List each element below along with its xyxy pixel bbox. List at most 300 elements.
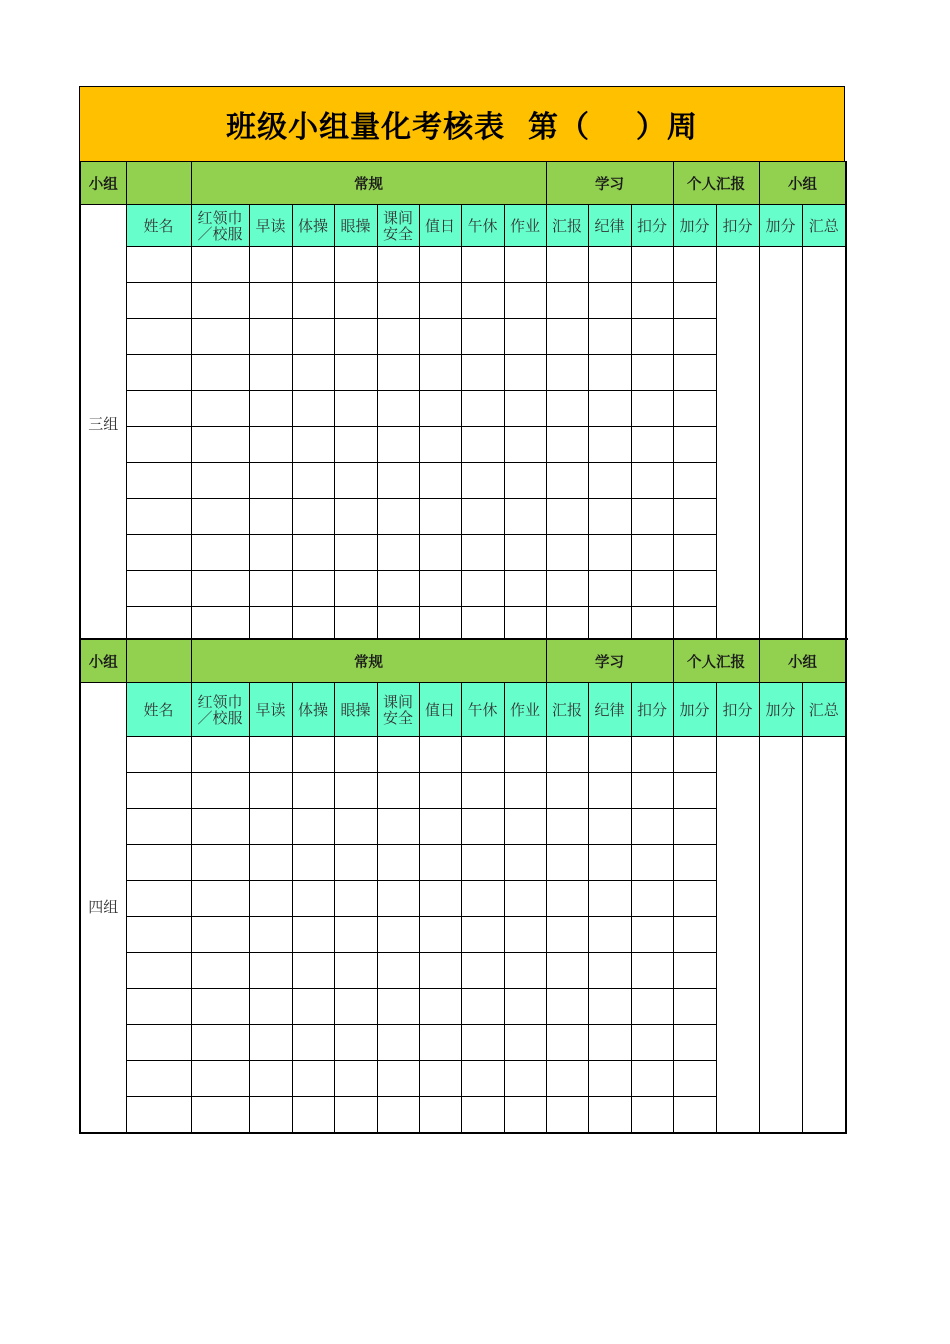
score-cell[interactable] [631, 427, 673, 463]
score-cell[interactable] [377, 1025, 419, 1061]
score-cell[interactable] [334, 391, 377, 427]
score-cell[interactable] [546, 427, 588, 463]
score-cell[interactable] [546, 247, 588, 283]
score-cell[interactable] [191, 391, 249, 427]
score-cell[interactable] [126, 989, 191, 1025]
score-cell[interactable] [419, 809, 461, 845]
score-cell[interactable] [673, 283, 716, 319]
score-cell[interactable] [334, 989, 377, 1025]
score-cell[interactable] [673, 499, 716, 535]
score-cell[interactable] [546, 773, 588, 809]
score-cell[interactable] [334, 427, 377, 463]
score-cell[interactable] [504, 391, 546, 427]
score-cell[interactable] [292, 1025, 334, 1061]
score-cell[interactable] [292, 355, 334, 391]
score-cell[interactable] [504, 463, 546, 499]
score-cell[interactable] [504, 881, 546, 917]
score-cell[interactable] [191, 247, 249, 283]
score-cell[interactable] [419, 319, 461, 355]
score-cell[interactable] [546, 391, 588, 427]
score-cell[interactable] [673, 463, 716, 499]
score-cell[interactable] [126, 355, 191, 391]
score-cell[interactable] [249, 1061, 292, 1097]
score-cell[interactable] [673, 953, 716, 989]
score-cell[interactable] [377, 881, 419, 917]
score-cell[interactable] [377, 535, 419, 571]
score-cell[interactable] [126, 1097, 191, 1133]
group-name-cell: 三组 [80, 205, 126, 643]
score-cell[interactable] [588, 1025, 631, 1061]
score-cell[interactable] [419, 247, 461, 283]
score-cell[interactable] [546, 319, 588, 355]
score-cell[interactable] [631, 1061, 673, 1097]
score-cell[interactable] [588, 989, 631, 1025]
score-cell[interactable] [631, 1097, 673, 1133]
score-cell[interactable] [191, 1097, 249, 1133]
score-cell[interactable] [588, 1061, 631, 1097]
score-cell[interactable] [126, 1061, 191, 1097]
score-cell[interactable] [461, 953, 504, 989]
score-cell[interactable] [334, 881, 377, 917]
score-cell[interactable] [249, 391, 292, 427]
score-cell[interactable] [191, 917, 249, 953]
score-cell[interactable] [334, 1097, 377, 1133]
score-cell[interactable] [249, 355, 292, 391]
score-cell[interactable] [588, 283, 631, 319]
score-cell[interactable] [419, 499, 461, 535]
score-cell[interactable] [377, 989, 419, 1025]
score-cell[interactable] [292, 773, 334, 809]
score-cell[interactable] [631, 391, 673, 427]
score-cell[interactable] [419, 391, 461, 427]
score-cell[interactable] [292, 989, 334, 1025]
score-cell[interactable] [631, 1025, 673, 1061]
score-cell[interactable] [504, 1097, 546, 1133]
score-cell[interactable] [631, 881, 673, 917]
score-cell[interactable] [504, 737, 546, 773]
score-cell[interactable] [377, 1061, 419, 1097]
score-cell[interactable] [419, 989, 461, 1025]
merged-score-cell[interactable] [759, 247, 802, 643]
column-header: 早读 [249, 205, 292, 247]
score-cell[interactable] [292, 917, 334, 953]
score-cell[interactable] [249, 571, 292, 607]
score-cell[interactable] [588, 571, 631, 607]
score-cell[interactable] [334, 953, 377, 989]
score-cell[interactable] [673, 427, 716, 463]
score-cell[interactable] [191, 571, 249, 607]
score-cell[interactable] [126, 809, 191, 845]
score-cell[interactable] [461, 319, 504, 355]
sheet-title-bar [79, 86, 845, 161]
score-cell[interactable] [631, 283, 673, 319]
score-cell[interactable] [673, 391, 716, 427]
score-cell[interactable] [249, 247, 292, 283]
merged-score-cell[interactable] [802, 247, 846, 643]
score-cell[interactable] [249, 1025, 292, 1061]
score-cell[interactable] [461, 881, 504, 917]
score-cell[interactable] [419, 881, 461, 917]
score-cell[interactable] [334, 247, 377, 283]
score-cell[interactable] [292, 737, 334, 773]
score-cell[interactable] [377, 427, 419, 463]
score-cell[interactable] [461, 571, 504, 607]
score-cell[interactable] [249, 845, 292, 881]
score-cell[interactable] [126, 1025, 191, 1061]
score-cell[interactable] [419, 427, 461, 463]
merged-score-cell[interactable] [759, 737, 802, 1133]
score-cell[interactable] [419, 1097, 461, 1133]
score-cell[interactable] [673, 1025, 716, 1061]
score-cell[interactable] [191, 881, 249, 917]
column-header: 作业 [504, 683, 546, 737]
score-cell[interactable] [588, 355, 631, 391]
score-cell[interactable] [673, 773, 716, 809]
score-cell[interactable] [631, 773, 673, 809]
score-cell[interactable] [249, 773, 292, 809]
score-cell[interactable] [377, 355, 419, 391]
score-cell[interactable] [292, 247, 334, 283]
score-cell[interactable] [126, 499, 191, 535]
score-cell[interactable] [191, 953, 249, 989]
score-cell[interactable] [249, 737, 292, 773]
score-cell[interactable] [126, 247, 191, 283]
score-cell[interactable] [588, 881, 631, 917]
score-cell[interactable] [334, 283, 377, 319]
score-cell[interactable] [191, 809, 249, 845]
score-cell[interactable] [334, 737, 377, 773]
score-cell[interactable] [588, 535, 631, 571]
score-cell[interactable] [673, 247, 716, 283]
score-cell[interactable] [631, 571, 673, 607]
score-cell[interactable] [292, 499, 334, 535]
score-cell[interactable] [546, 737, 588, 773]
score-cell[interactable] [504, 917, 546, 953]
score-cell[interactable] [546, 463, 588, 499]
score-cell[interactable] [419, 355, 461, 391]
score-cell[interactable] [631, 499, 673, 535]
score-cell[interactable] [461, 1061, 504, 1097]
score-cell[interactable] [504, 283, 546, 319]
score-cell[interactable] [334, 535, 377, 571]
score-cell[interactable] [631, 917, 673, 953]
score-cell[interactable] [292, 535, 334, 571]
score-cell[interactable] [588, 953, 631, 989]
score-cell[interactable] [191, 535, 249, 571]
group-name-cell: 四组 [80, 683, 126, 1133]
score-cell[interactable] [249, 917, 292, 953]
header-regular: 常规 [191, 639, 546, 683]
column-header: 扣分 [631, 205, 673, 247]
score-cell[interactable] [673, 989, 716, 1025]
score-cell[interactable] [461, 989, 504, 1025]
score-cell[interactable] [461, 1025, 504, 1061]
score-cell[interactable] [191, 989, 249, 1025]
score-cell[interactable] [377, 737, 419, 773]
score-cell[interactable] [334, 355, 377, 391]
score-cell[interactable] [588, 809, 631, 845]
score-cell[interactable] [249, 809, 292, 845]
score-cell[interactable] [126, 845, 191, 881]
score-cell[interactable] [673, 535, 716, 571]
score-cell[interactable] [249, 427, 292, 463]
column-header: 作业 [504, 205, 546, 247]
score-cell[interactable] [419, 953, 461, 989]
score-cell[interactable] [588, 427, 631, 463]
score-cell[interactable] [546, 1097, 588, 1133]
score-cell[interactable] [191, 355, 249, 391]
score-cell[interactable] [191, 463, 249, 499]
score-cell[interactable] [126, 773, 191, 809]
header-group-score: 小组 [759, 639, 846, 683]
score-cell[interactable] [504, 809, 546, 845]
score-cell[interactable] [334, 571, 377, 607]
score-cell[interactable] [126, 391, 191, 427]
score-cell[interactable] [461, 247, 504, 283]
score-cell[interactable] [292, 319, 334, 355]
score-cell[interactable] [504, 845, 546, 881]
score-cell[interactable] [546, 917, 588, 953]
score-cell[interactable] [673, 845, 716, 881]
score-cell[interactable] [377, 571, 419, 607]
score-cell[interactable] [126, 535, 191, 571]
score-cell[interactable] [673, 809, 716, 845]
score-cell[interactable] [504, 989, 546, 1025]
score-cell[interactable] [292, 809, 334, 845]
merged-score-cell[interactable] [802, 737, 846, 1133]
score-cell[interactable] [461, 809, 504, 845]
score-cell[interactable] [461, 1097, 504, 1133]
score-cell[interactable] [249, 881, 292, 917]
score-cell[interactable] [504, 953, 546, 989]
score-cell[interactable] [292, 953, 334, 989]
score-cell[interactable] [673, 1061, 716, 1097]
score-cell[interactable] [673, 1097, 716, 1133]
score-cell[interactable] [334, 809, 377, 845]
score-cell[interactable] [673, 737, 716, 773]
score-cell[interactable] [419, 283, 461, 319]
score-cell[interactable] [249, 953, 292, 989]
score-cell[interactable] [461, 535, 504, 571]
column-header: 纪律 [588, 683, 631, 737]
score-cell[interactable] [461, 499, 504, 535]
score-cell[interactable] [126, 319, 191, 355]
score-cell[interactable] [377, 917, 419, 953]
score-cell[interactable] [546, 845, 588, 881]
score-cell[interactable] [461, 845, 504, 881]
score-cell[interactable] [419, 845, 461, 881]
score-cell[interactable] [673, 355, 716, 391]
score-cell[interactable] [461, 773, 504, 809]
score-cell[interactable] [461, 283, 504, 319]
score-cell[interactable] [588, 845, 631, 881]
merged-score-cell[interactable] [716, 737, 759, 1133]
score-cell[interactable] [504, 773, 546, 809]
score-cell[interactable] [377, 499, 419, 535]
score-cell[interactable] [419, 773, 461, 809]
score-cell[interactable] [504, 1061, 546, 1097]
score-cell[interactable] [631, 247, 673, 283]
score-cell[interactable] [588, 917, 631, 953]
score-cell[interactable] [546, 881, 588, 917]
score-cell[interactable] [334, 1025, 377, 1061]
score-cell[interactable] [631, 463, 673, 499]
score-cell[interactable] [334, 319, 377, 355]
header-blank [126, 639, 191, 683]
score-cell[interactable] [292, 1097, 334, 1133]
score-cell[interactable] [631, 355, 673, 391]
column-header: 体操 [292, 683, 334, 737]
score-cell[interactable] [126, 881, 191, 917]
score-cell[interactable] [588, 319, 631, 355]
score-cell[interactable] [334, 845, 377, 881]
score-cell[interactable] [461, 391, 504, 427]
score-cell[interactable] [126, 737, 191, 773]
score-cell[interactable] [588, 391, 631, 427]
score-cell[interactable] [126, 917, 191, 953]
score-cell[interactable] [292, 571, 334, 607]
score-cell[interactable] [419, 571, 461, 607]
score-cell[interactable] [461, 427, 504, 463]
score-cell[interactable] [673, 319, 716, 355]
score-cell[interactable] [631, 845, 673, 881]
header-study: 学习 [546, 639, 673, 683]
score-cell[interactable] [334, 917, 377, 953]
score-cell[interactable] [292, 391, 334, 427]
score-cell[interactable] [504, 571, 546, 607]
score-cell[interactable] [673, 881, 716, 917]
score-cell[interactable] [546, 1025, 588, 1061]
score-cell[interactable] [377, 773, 419, 809]
score-cell[interactable] [461, 737, 504, 773]
score-cell[interactable] [546, 953, 588, 989]
score-cell[interactable] [419, 917, 461, 953]
score-cell[interactable] [249, 319, 292, 355]
header-study: 学习 [546, 162, 673, 205]
score-cell[interactable] [334, 463, 377, 499]
score-cell[interactable] [419, 1061, 461, 1097]
score-cell[interactable] [126, 283, 191, 319]
score-cell[interactable] [191, 499, 249, 535]
score-cell[interactable] [461, 355, 504, 391]
score-cell[interactable] [504, 427, 546, 463]
score-cell[interactable] [292, 845, 334, 881]
score-cell[interactable] [126, 463, 191, 499]
score-cell[interactable] [377, 845, 419, 881]
score-cell[interactable] [334, 1061, 377, 1097]
score-cell[interactable] [377, 463, 419, 499]
score-cell[interactable] [191, 319, 249, 355]
score-cell[interactable] [673, 571, 716, 607]
score-cell[interactable] [546, 571, 588, 607]
score-cell[interactable] [249, 499, 292, 535]
score-cell[interactable] [546, 1061, 588, 1097]
score-cell[interactable] [191, 773, 249, 809]
score-cell[interactable] [504, 499, 546, 535]
score-cell[interactable] [292, 881, 334, 917]
score-cell[interactable] [126, 953, 191, 989]
score-cell[interactable] [631, 737, 673, 773]
score-cell[interactable] [461, 463, 504, 499]
score-cell[interactable] [631, 535, 673, 571]
table-row [80, 247, 846, 283]
merged-score-cell[interactable] [716, 247, 759, 643]
score-cell[interactable] [546, 283, 588, 319]
score-cell[interactable] [191, 845, 249, 881]
score-cell[interactable] [249, 1097, 292, 1133]
score-cell[interactable] [504, 1025, 546, 1061]
column-header: 眼操 [334, 205, 377, 247]
score-cell[interactable] [334, 773, 377, 809]
column-header: 汇报 [546, 683, 588, 737]
score-cell[interactable] [377, 391, 419, 427]
score-cell[interactable] [631, 319, 673, 355]
score-cell[interactable] [377, 809, 419, 845]
score-cell[interactable] [191, 427, 249, 463]
score-cell[interactable] [249, 283, 292, 319]
score-cell[interactable] [191, 1061, 249, 1097]
score-cell[interactable] [419, 1025, 461, 1061]
score-cell[interactable] [504, 319, 546, 355]
score-cell[interactable] [419, 463, 461, 499]
score-cell[interactable] [546, 989, 588, 1025]
score-cell[interactable] [588, 463, 631, 499]
score-cell[interactable] [588, 773, 631, 809]
score-cell[interactable] [377, 953, 419, 989]
score-cell[interactable] [588, 499, 631, 535]
score-cell[interactable] [191, 283, 249, 319]
score-cell[interactable] [249, 463, 292, 499]
score-cell[interactable] [191, 1025, 249, 1061]
score-cell[interactable] [631, 989, 673, 1025]
score-cell[interactable] [292, 1061, 334, 1097]
score-cell[interactable] [249, 535, 292, 571]
score-cell[interactable] [546, 499, 588, 535]
score-cell[interactable] [546, 355, 588, 391]
score-cell[interactable] [377, 283, 419, 319]
score-cell[interactable] [126, 571, 191, 607]
score-cell[interactable] [419, 535, 461, 571]
score-cell[interactable] [191, 737, 249, 773]
score-cell[interactable] [673, 917, 716, 953]
score-cell[interactable] [126, 427, 191, 463]
score-cell[interactable] [419, 737, 461, 773]
score-cell[interactable] [588, 247, 631, 283]
score-cell[interactable] [377, 1097, 419, 1133]
score-cell[interactable] [504, 535, 546, 571]
header-personal-report: 个人汇报 [673, 639, 759, 683]
score-cell[interactable] [631, 809, 673, 845]
score-cell[interactable] [292, 283, 334, 319]
score-cell[interactable] [292, 463, 334, 499]
score-cell[interactable] [546, 535, 588, 571]
score-cell[interactable] [504, 355, 546, 391]
score-cell[interactable] [334, 499, 377, 535]
score-cell[interactable] [292, 427, 334, 463]
score-cell[interactable] [377, 247, 419, 283]
score-cell[interactable] [546, 809, 588, 845]
score-cell[interactable] [588, 737, 631, 773]
score-cell[interactable] [631, 953, 673, 989]
score-cell[interactable] [249, 989, 292, 1025]
column-header: 值日 [419, 205, 461, 247]
header-blank [126, 162, 191, 205]
score-cell[interactable] [461, 917, 504, 953]
score-cell[interactable] [588, 1097, 631, 1133]
column-header: 扣分 [716, 683, 759, 737]
score-cell[interactable] [504, 247, 546, 283]
score-cell[interactable] [377, 319, 419, 355]
